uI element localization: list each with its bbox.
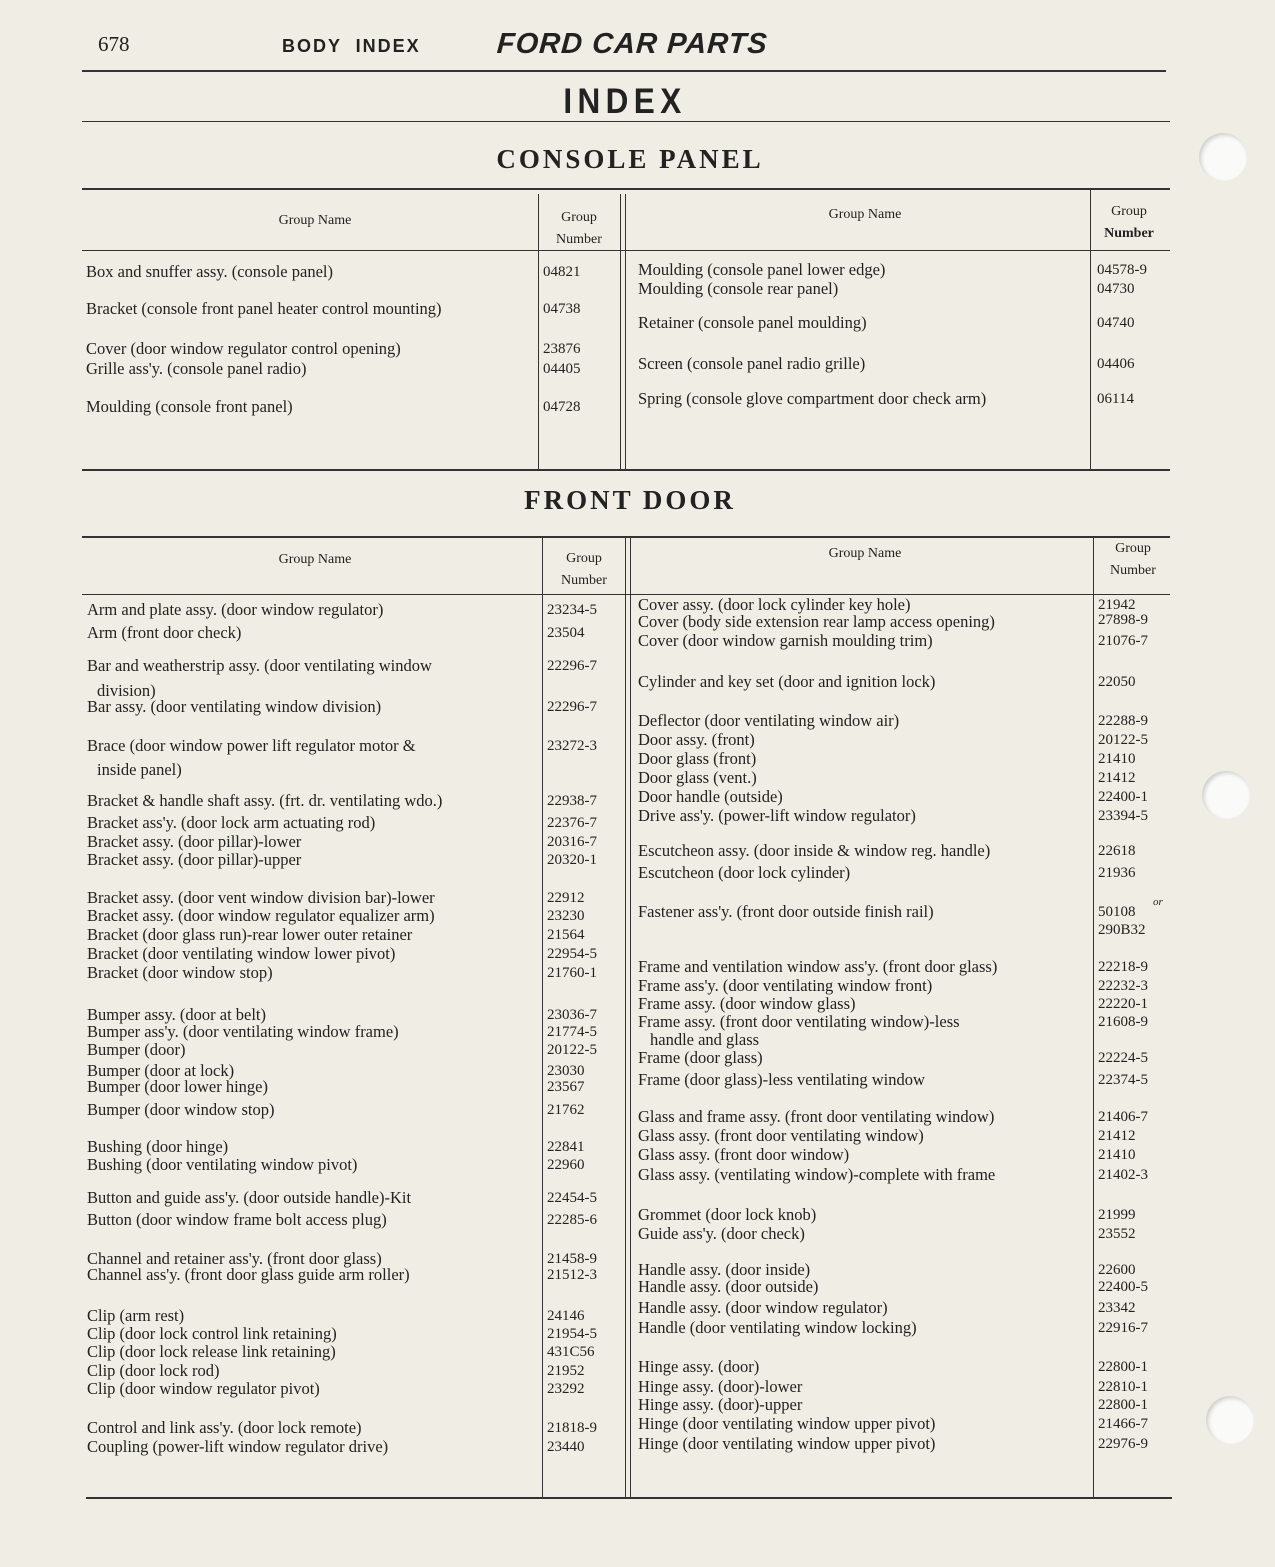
part-name: Glass and frame assy. (front door ventilating window) <box>638 1107 995 1126</box>
group-number: 27898-9 <box>1098 612 1148 628</box>
part-name: Bumper (door at lock) <box>87 1061 235 1080</box>
binder-hole <box>1199 133 1247 181</box>
console-panel-title: CONSOLE PANEL <box>496 144 764 174</box>
col-divider <box>620 194 621 470</box>
section-header: BODY INDEX <box>282 36 421 56</box>
part-name: Moulding (console rear panel) <box>638 279 839 298</box>
part-name: handle and glass <box>650 1030 760 1049</box>
part-name: Cover (door window regulator control opening) <box>86 339 401 358</box>
group-number: 23230 <box>547 908 585 924</box>
part-name: Frame assy. (front door ventilating window)-less <box>638 1012 960 1031</box>
part-name: Clip (door lock release link retaining) <box>87 1342 336 1361</box>
part-name: Grille ass'y. (console panel radio) <box>86 359 307 378</box>
part-name: Door handle (outside) <box>638 787 783 806</box>
binder-hole <box>1206 1396 1254 1444</box>
part-name: Hinge (door ventilating window upper pivot) <box>638 1414 936 1433</box>
header-rule <box>82 70 1166 72</box>
group-number: 23342 <box>1098 1300 1136 1316</box>
part-name: Channel ass'y. (front door glass guide arm roller) <box>87 1265 410 1284</box>
group-number: 22841 <box>547 1139 585 1155</box>
group-number: 23876 <box>543 341 581 357</box>
part-name: Guide ass'y. (door check) <box>638 1224 805 1243</box>
part-name: Bracket (door ventilating window lower pivot) <box>87 944 396 963</box>
part-name: Box and snuffer assy. (console panel) <box>86 262 333 281</box>
part-name: Grommet (door lock knob) <box>638 1205 817 1224</box>
group-number: 22976-9 <box>1098 1436 1148 1452</box>
part-name: Door glass (vent.) <box>638 768 757 787</box>
part-name: Frame assy. (door window glass) <box>638 994 856 1013</box>
part-name: Handle assy. (door outside) <box>638 1277 819 1296</box>
group-number: 23394-5 <box>1098 808 1148 824</box>
part-name: Hinge (door ventilating window upper pivot) <box>638 1434 936 1453</box>
group-number: 290B32 <box>1098 922 1146 938</box>
part-name: Handle assy. (door window regulator) <box>638 1298 888 1317</box>
part-name: Bumper assy. (door at belt) <box>87 1005 267 1024</box>
group-number: 23030 <box>547 1063 585 1079</box>
col-head-group: Group Number <box>556 210 602 247</box>
col-head-name: Group Name <box>828 207 902 222</box>
group-number: 04405 <box>543 361 581 377</box>
part-name: Spring (console glove compartment door check arm) <box>638 389 987 408</box>
group-number: 04406 <box>1097 356 1135 372</box>
group-number: 21818-9 <box>547 1420 597 1436</box>
table-top-rule <box>82 188 1170 190</box>
col-divider <box>542 538 543 1498</box>
part-name: Arm and plate assy. (door window regulator) <box>87 600 384 619</box>
part-name: Bumper (door) <box>87 1040 186 1059</box>
group-number: 22376-7 <box>547 815 597 831</box>
col-head-group: Group Number <box>1110 541 1156 578</box>
part-name: Button (door window frame bolt access plug) <box>87 1210 387 1229</box>
group-number: 21410 <box>1098 1147 1136 1163</box>
part-name: Bracket assy. (door pillar)-lower <box>87 832 302 851</box>
group-number: 23440 <box>547 1439 585 1455</box>
part-name: Bumper (door window stop) <box>87 1100 275 1119</box>
part-name: Moulding (console panel lower edge) <box>638 260 886 279</box>
group-number: 22296-7 <box>547 699 597 715</box>
col-head-name: Group Name <box>278 213 352 228</box>
part-name: Frame and ventilation window ass'y. (front door glass) <box>638 957 998 976</box>
col-head-name: Group Name <box>828 546 902 561</box>
part-name: Escutcheon assy. (door inside & window reg. handle) <box>638 841 991 860</box>
group-number: 21512-3 <box>547 1267 597 1283</box>
part-name: Hinge assy. (door) <box>638 1357 760 1376</box>
part-name: Fastener ass'y. (front door outside finish rail) <box>638 902 934 921</box>
part-name: Clip (arm rest) <box>87 1306 185 1325</box>
group-number: 23036-7 <box>547 1007 597 1023</box>
group-number: 22960 <box>547 1157 585 1173</box>
part-name: Moulding (console front panel) <box>86 397 293 416</box>
group-number: 22600 <box>1098 1262 1136 1278</box>
group-number: 22800-1 <box>1098 1359 1148 1375</box>
group-number: 20122-5 <box>547 1042 597 1058</box>
table-head-rule <box>82 250 1170 251</box>
group-number: 22938-7 <box>547 793 597 809</box>
group-number: 22220-1 <box>1098 996 1148 1012</box>
group-number: 22810-1 <box>1098 1379 1148 1395</box>
group-number: 22400-1 <box>1098 789 1148 805</box>
group-number: 21412 <box>1098 1128 1136 1144</box>
table-bottom-rule <box>82 469 1170 471</box>
part-name: Hinge assy. (door)-upper <box>638 1395 803 1414</box>
col-head-group: Group Number <box>561 551 607 588</box>
group-number: 22618 <box>1098 843 1136 859</box>
group-number: 22916-7 <box>1098 1320 1148 1336</box>
group-number: 21999 <box>1098 1207 1136 1223</box>
part-name: Bracket assy. (door vent window division bar)-lower <box>87 888 435 907</box>
group-number: 23272-3 <box>547 738 597 754</box>
part-name: Button and guide ass'y. (door outside handle)-Kit <box>87 1188 412 1207</box>
group-number: 23292 <box>547 1381 585 1397</box>
group-number: 23552 <box>1098 1226 1136 1242</box>
group-number: 431C56 <box>547 1344 595 1360</box>
group-number: 22288-9 <box>1098 713 1148 729</box>
part-name: Clip (door lock rod) <box>87 1361 220 1380</box>
part-name: Screen (console panel radio grille) <box>638 354 866 373</box>
table-bottom-rule <box>86 1497 1172 1499</box>
group-number: 21412 <box>1098 770 1136 786</box>
index-title: INDEX <box>563 82 687 121</box>
part-name: inside panel) <box>97 760 182 779</box>
part-name: division) <box>97 681 156 700</box>
col-head-name: Group Name <box>278 552 352 567</box>
col-divider <box>625 194 626 470</box>
group-number: 21076-7 <box>1098 633 1148 649</box>
group-number: 22374-5 <box>1098 1072 1148 1088</box>
index-rule <box>82 121 1170 122</box>
group-number: 20320-1 <box>547 852 597 868</box>
front-door-title: FRONT DOOR <box>524 485 736 515</box>
part-name: Brace (door window power lift regulator motor & <box>87 736 416 755</box>
part-name: Cover (door window garnish moulding trim) <box>638 631 933 650</box>
col-divider <box>1093 538 1094 1498</box>
part-name: Cover assy. (door lock cylinder key hole) <box>638 595 911 614</box>
part-name: Handle assy. (door inside) <box>638 1260 811 1279</box>
part-name: Door glass (front) <box>638 749 757 768</box>
group-number: 21466-7 <box>1098 1416 1148 1432</box>
group-number: 23504 <box>547 625 585 641</box>
group-number: 04738 <box>543 301 581 317</box>
part-name: Bracket assy. (door pillar)-upper <box>87 850 302 869</box>
group-number: 50108 <box>1098 904 1136 920</box>
part-name: Bumper (door lower hinge) <box>87 1077 268 1096</box>
group-number: 22400-5 <box>1098 1279 1148 1295</box>
group-number: 21608-9 <box>1098 1014 1148 1030</box>
group-number: 23234-5 <box>547 602 597 618</box>
part-name: Bracket ass'y. (door lock arm actuating rod) <box>87 813 376 832</box>
group-number: 21942 <box>1098 597 1136 613</box>
or-mark: or <box>1153 896 1163 908</box>
col-head-group: Group Number <box>1104 204 1154 241</box>
part-name: Clip (door window regulator pivot) <box>87 1379 320 1398</box>
part-name: Bracket (door window stop) <box>87 963 273 982</box>
part-name: Coupling (power-lift window regulator drive) <box>87 1437 389 1456</box>
part-name: Glass assy. (front door ventilating window) <box>638 1126 924 1145</box>
group-number: 21564 <box>547 927 585 943</box>
part-name: Door assy. (front) <box>638 730 755 749</box>
group-number: 22050 <box>1098 674 1136 690</box>
group-number: 04740 <box>1097 315 1135 331</box>
group-number: 21406-7 <box>1098 1109 1148 1125</box>
part-name: Deflector (door ventilating window air) <box>638 711 900 730</box>
group-number: 06114 <box>1097 391 1134 407</box>
col-divider <box>625 538 626 1498</box>
col-divider <box>630 538 631 1498</box>
group-number: 22296-7 <box>547 658 597 674</box>
group-number: 22800-1 <box>1098 1397 1148 1413</box>
part-name: Escutcheon (door lock cylinder) <box>638 863 851 882</box>
part-name: Bar and weatherstrip assy. (door ventilating window <box>87 656 432 675</box>
part-name: Frame ass'y. (door ventilating window front) <box>638 976 933 995</box>
group-number: 20122-5 <box>1098 732 1148 748</box>
group-number: 04730 <box>1097 281 1135 297</box>
group-number: 21952 <box>547 1363 585 1379</box>
part-name: Bracket assy. (door window regulator equalizer arm) <box>87 906 435 925</box>
part-name: Hinge assy. (door)-lower <box>638 1377 803 1396</box>
group-number: 22224-5 <box>1098 1050 1148 1066</box>
group-number: 21954-5 <box>547 1326 597 1342</box>
page-header <box>0 30 1275 70</box>
part-name: Bracket (door glass run)-rear lower outer retainer <box>87 925 413 944</box>
part-name: Bracket & handle shaft assy. (frt. dr. ventilating wdo.) <box>87 791 443 810</box>
part-name: Handle (door ventilating window locking) <box>638 1318 917 1337</box>
group-number: 22912 <box>547 890 585 906</box>
group-number: 21760-1 <box>547 965 597 981</box>
part-name: Bar assy. (door ventilating window division) <box>87 697 382 716</box>
part-name: Bracket (console front panel heater control mounting) <box>86 299 442 318</box>
group-number: 22954-5 <box>547 946 597 962</box>
part-name: Glass assy. (front door window) <box>638 1145 850 1164</box>
part-name: Cover (body side extension rear lamp access opening) <box>638 612 995 631</box>
part-name: Bushing (door hinge) <box>87 1137 229 1156</box>
group-number: 21762 <box>547 1102 585 1118</box>
part-name: Channel and retainer ass'y. (front door glass) <box>87 1249 382 1268</box>
part-name: Drive ass'y. (power-lift window regulator) <box>638 806 916 825</box>
part-name: Cylinder and key set (door and ignition lock) <box>638 672 936 691</box>
group-number: 20316-7 <box>547 834 597 850</box>
group-number: 04578-9 <box>1097 262 1147 278</box>
part-name: Frame (door glass)-less ventilating window <box>638 1070 925 1089</box>
group-number: 23567 <box>547 1079 585 1095</box>
col-divider <box>1090 190 1091 470</box>
group-number: 04728 <box>543 399 581 415</box>
page-number: 678 <box>98 32 130 56</box>
group-number: 24146 <box>547 1308 585 1324</box>
table-top-rule <box>82 536 1170 538</box>
group-number: 22218-9 <box>1098 959 1148 975</box>
group-number: 22232-3 <box>1098 978 1148 994</box>
part-name: Bushing (door ventilating window pivot) <box>87 1155 358 1174</box>
group-number: 21402-3 <box>1098 1167 1148 1183</box>
part-name: Clip (door lock control link retaining) <box>87 1324 337 1343</box>
binder-hole <box>1202 771 1250 819</box>
group-number: 21458-9 <box>547 1251 597 1267</box>
brand-title: FORD CAR PARTS <box>495 28 769 60</box>
part-name: Frame (door glass) <box>638 1048 763 1067</box>
group-number: 22454-5 <box>547 1190 597 1206</box>
group-number: 04821 <box>543 264 581 280</box>
table-head-rule <box>82 594 1170 595</box>
part-name: Bumper ass'y. (door ventilating window frame) <box>87 1022 399 1041</box>
part-name: Arm (front door check) <box>87 623 242 642</box>
part-name: Retainer (console panel moulding) <box>638 313 867 332</box>
part-name: Glass assy. (ventilating window)-complete with frame <box>638 1165 996 1184</box>
group-number: 21936 <box>1098 865 1136 881</box>
part-name: Control and link ass'y. (door lock remote) <box>87 1418 362 1437</box>
group-number: 21774-5 <box>547 1024 597 1040</box>
group-number: 21410 <box>1098 751 1136 767</box>
group-number: 22285-6 <box>547 1212 597 1228</box>
